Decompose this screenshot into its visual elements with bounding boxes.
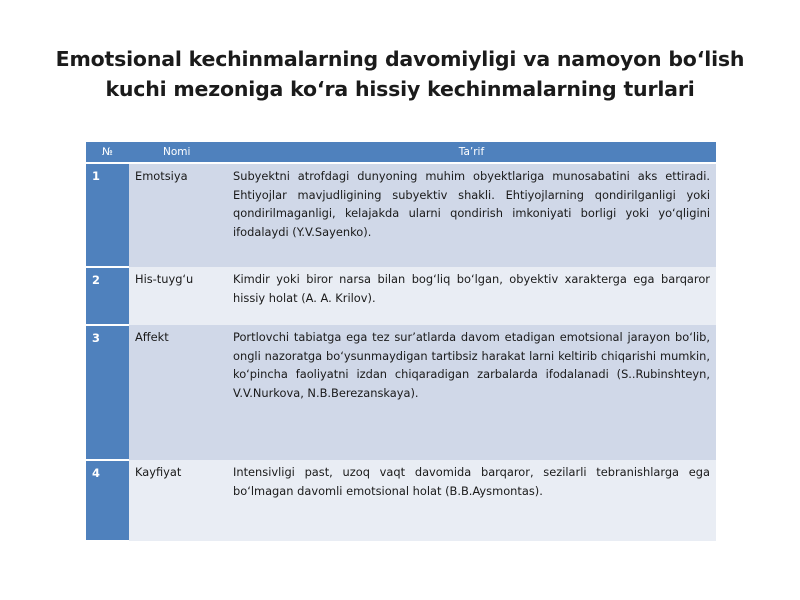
- header-name: Nomi: [129, 142, 227, 163]
- slide-title: [40, 44, 760, 104]
- header-number: №: [86, 142, 129, 163]
- row-name: Affekt: [129, 325, 227, 460]
- table-row: [86, 325, 716, 460]
- table-row: [86, 267, 716, 325]
- row-definition: Portlovchi tabiatga ega tez sur’atlarda davom etadigan emotsional jarayon bo‘lib, ongli nazoratga bo‘ysunmaydigan tartibsiz harakat larni keltirib chiqarishi mumkin, ko‘pincha faoliyatni izdan chiqaradigan zarbalarda ifodalanadi (S..Rubinshteyn, V.V.Nurkova, N.B.Berezanskaya).: [227, 325, 716, 460]
- row-name: Emotsiya: [129, 163, 227, 267]
- row-definition: Intensivligi past, uzoq vaqt davomida barqaror, sezilarli tebranishlarga ega bo‘lmagan davomli emotsional holat (B.B.Aysmontas).: [227, 460, 716, 541]
- header-definition: Ta’rif: [227, 142, 716, 163]
- table-header-row: [86, 142, 716, 163]
- row-number: 2: [86, 267, 129, 325]
- row-name: Kayfiyat: [129, 460, 227, 541]
- row-definition: Kimdir yoki biror narsa bilan bog‘liq bo‘lgan, obyektiv xarakterga ega barqaror hissiy holat (A. A. Krilov).: [227, 267, 716, 325]
- slide-title-line-1: Emotsional kechinmalarning davomiyligi va namoyon bo‘lish: [55, 47, 745, 71]
- row-number: 1: [86, 163, 129, 267]
- emotions-table: [86, 142, 716, 542]
- row-number: 4: [86, 460, 129, 541]
- slide-title-line-2: kuchi mezoniga ko‘ra hissiy kechinmalarning turlari: [105, 77, 695, 101]
- table-row: [86, 460, 716, 541]
- row-name: His-tuyg‘u: [129, 267, 227, 325]
- row-definition: Subyektni atrofdagi dunyoning muhim obyektlariga munosabatini aks ettiradi. Ehtiyojlar mavjudligining subyektiv shakli. Ehtiyojlarning qondirilganligi yoki qondirilmaganligi, kelajakda ularni qondirish imkoniyati borligi yoki yo‘qligini ifodalaydi (Y.V.Sayenko).: [227, 163, 716, 267]
- table-row: [86, 163, 716, 267]
- row-number: 3: [86, 325, 129, 460]
